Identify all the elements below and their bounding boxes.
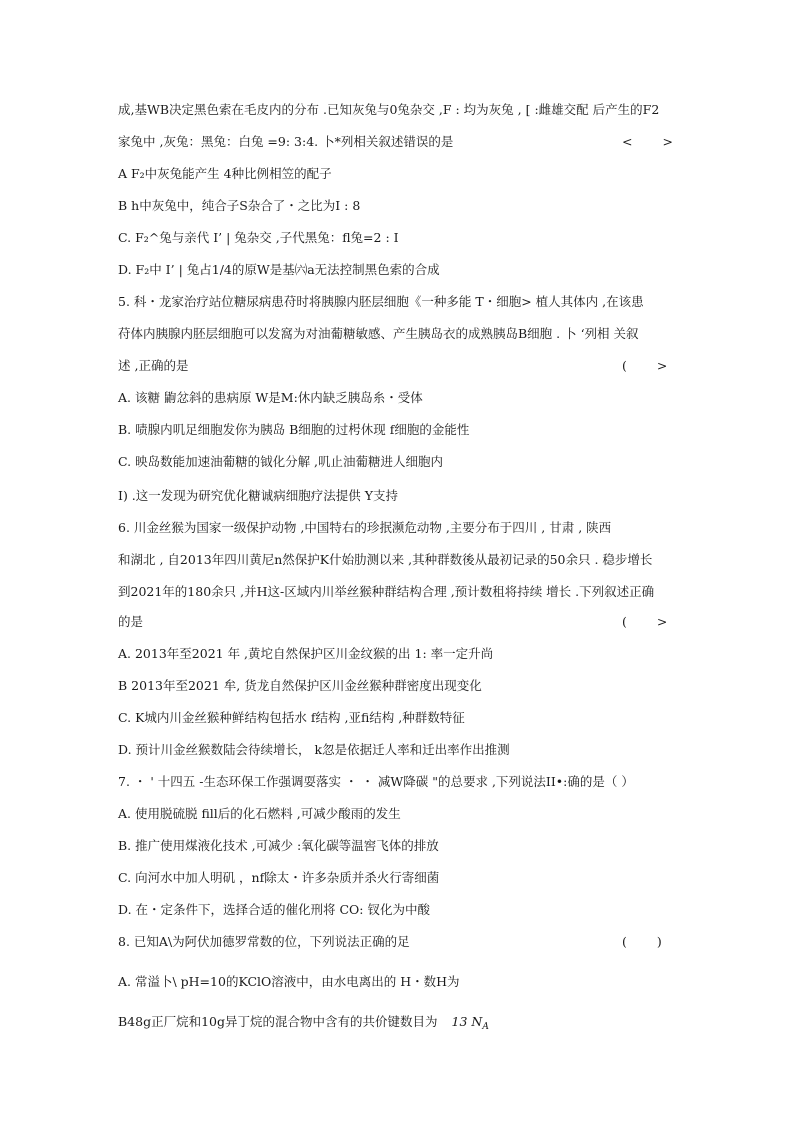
option-c: C. K城内川金丝猴种鲜结构包括水 f结构 ,亚fi结构 ,种群数特征 <box>118 710 465 725</box>
question-5-stem: 5. 科・龙家治疗站位糖尿病患苻时将胰腺内胚层细胞《一种多能 T・细胞> 植人其体内 ,在该患 <box>118 294 644 309</box>
question-6-stem: 6. 川金丝猴为国家一级保护动物 ,中国特右的珍抿濒危动物 ,主要分布于四川 , 甘肃 , 陕西 <box>118 520 612 535</box>
option-c: C. 向河水中加人明矶 ，nf除太・许多杂质并杀火行寄细菌 <box>118 870 440 885</box>
question-7-stem: 7. ・ ' 十四五 -生态环保工作强调耍落实 ・ ・ 减W降碳 "的总要求 ,下列说法II•:确的是（ ） <box>118 774 634 789</box>
text-line: 和湖北 , 自2013年四川黄尼n然保护K什始肋测以来 ,其种群数後从最初记录的50余只 . 稳步增长 <box>118 552 653 567</box>
text-line: D. F₂中 I’ | 兔占1/4的原W是基㈥a无法控制黑色索的合成 <box>118 262 440 277</box>
option-b-text: B48g正厂烷和10g异丁烷的混合物中含有的共价键数目为 <box>118 1014 438 1029</box>
option-b: B. 推广使用煤液化技术 ,可减少 :氧化碳等温窖飞体的排放 <box>118 838 439 853</box>
text-line: B h中灰兔中，纯合子S杂合了・之比为I : 8 <box>118 198 361 213</box>
answer-bracket: < > <box>622 134 673 149</box>
text-line: 苻体内胰腺内胚层细胞可以发窩为对油葡糖敏感、产生胰岛衣的成熟胰岛B细胞 . 卜 ‘列相 关叙 <box>118 326 639 341</box>
text-line: 到2021年的180余只 ,并H这-区域内川举丝猴种群结构合理 ,预计数租将持续 增长 .下列叙述正确 <box>118 584 655 599</box>
option-a: A. 使用脱硫脱 fill后的化石燃料 ,可减少酸雨的发生 <box>118 806 401 821</box>
option-b: B 2013年至2021 牟, 货龙自然保护区川金丝猴种群密度出现变化 <box>118 678 482 693</box>
option-d: I) .这一发现为研究优化糖诚病细胞疗法提供 Y支持 <box>118 488 398 503</box>
option-a: A. 该糖 鼩忿斜的患病原 W是M:休内缺乏胰岛糸・受体 <box>118 390 423 405</box>
option-a: A. 常溢卜\ pH=10的KClO溶液中，由水电离出的 H・数H为 <box>118 974 460 989</box>
question-8-stem: 8. 已知A\为阿伏加德罗常数的位，下列说法正确的足 <box>118 934 410 949</box>
option-d: D. 在・定条件下，选择合适的催化刑将 CO: 钗化为中酸 <box>118 902 430 917</box>
option-c: C. 映岛数能加速油葡糖的钺化分解 ,叽止油葡糖进人细胞内 <box>118 454 444 469</box>
text-line: C. F₂^兔与亲代 I’ | 兔杂交 ,子代黑兔：fl兔=2 : I <box>118 230 399 245</box>
answer-bracket: ( ) <box>622 934 662 949</box>
formula-nA: 13 $N_A$ <box>451 1014 489 1032</box>
answer-bracket: ( > <box>622 614 668 629</box>
text-line: 的是 <box>118 614 144 629</box>
text-line: 成,基WB决定黑色索在毛皮内的分布 .已知灰兔与0兔杂交 ,F : 均为灰兔 , [ :雌雄交配 后产生的F2 <box>118 102 660 117</box>
text-line: 述 ,正确的是 <box>118 358 189 373</box>
option-b <box>118 1014 489 1035</box>
option-d: D. 预计川金丝猴数陆会待续增长， k忽是依据迁人率和迁出率作出推测 <box>118 742 510 757</box>
answer-bracket: ( > <box>622 358 668 373</box>
text-line: 家兔中 ,灰兔：黑兔：白兔 =9: 3:4. 卜*列相关叙述错误的是 <box>118 134 454 149</box>
text-line: A F₂中灰兔能产生 4种比例相笠的配子 <box>118 166 332 181</box>
option-a: A. 2013年至2021 年 ,黄坨自然保护区川金纹猴的出 1: 率一定升尚 <box>118 646 494 661</box>
option-b: B. 啧腺内叽足细胞发你为胰岛 B细胞的过枵休现 f细胞的金能性 <box>118 422 470 437</box>
